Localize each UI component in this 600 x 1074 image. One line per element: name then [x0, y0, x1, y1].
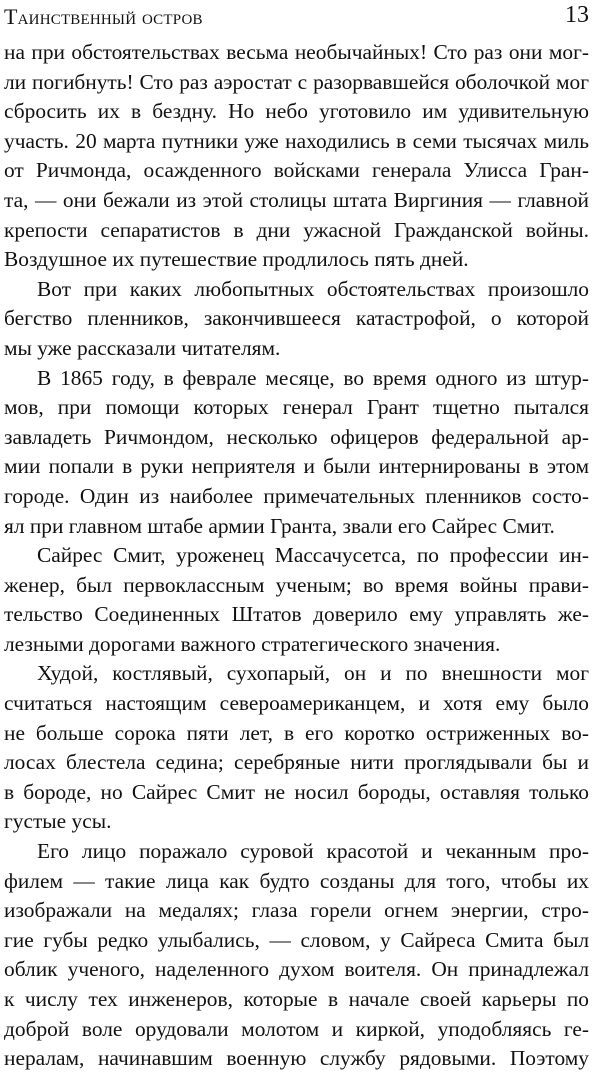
text-line: считаться настоящим североамериканцем, и хотя ему было: [4, 691, 589, 716]
paragraph: [4, 541, 589, 659]
paragraph: [4, 38, 589, 275]
text-line: Воздушное их путешествие продлилось пять дней.: [4, 247, 469, 272]
text-line: в бороде, но Сайрес Смит не носил бороды, оставляя только: [4, 779, 589, 804]
text-line: лосах блестела седина; серебряные нити проглядывали бы и: [4, 750, 589, 775]
text-line: Вот при каких любопытных обстоятельствах произошло: [37, 276, 589, 301]
book-title: Таинственный остров: [4, 4, 203, 29]
text-line: сбросить их в бездну. Но небо уготовило им удивительную: [4, 99, 589, 124]
text-line: нералам, начинавшим военную службу рядовыми. Поэтому: [4, 1046, 589, 1071]
text-line: ял при главном штабе армии Гранта, звали его Сайрес Смит.: [4, 513, 555, 538]
text-line: мов, при помощи которых генерал Грант тщетно пытался: [4, 395, 589, 420]
paragraph: [4, 275, 589, 364]
paragraph: [4, 837, 589, 1074]
text-line: на при обстоятельствах весьма необычайных! Сто раз они мог-: [4, 40, 589, 64]
paragraph: [4, 659, 589, 837]
text-line: бегство пленников, закончившееся катастрофой, о которой: [4, 306, 589, 331]
text-line: мы уже рассказали читателям.: [4, 335, 281, 360]
text-line: мии попали в руки неприятеля и были интернированы в этом: [4, 454, 589, 479]
text-line: женер, был первоклассным ученым; во время войны прави-: [4, 572, 589, 597]
text-line: доброй воле орудовали молотом и киркой, уподобляясь ге-: [4, 1016, 589, 1041]
text-line: не больше сорока пяти лет, в его коротко остриженных во-: [4, 720, 589, 745]
body-text: [4, 38, 589, 1074]
paragraph: [4, 364, 589, 542]
running-head: [4, 0, 589, 38]
text-line: густые усы.: [4, 809, 112, 834]
text-line: гие губы редко улыбались, — словом, у Сайреса Смита был: [4, 927, 589, 952]
text-line: лезными дорогами важного стратегического значения.: [4, 631, 501, 656]
text-line: филем — такие лица как будто созданы для того, чтобы их: [4, 868, 589, 893]
text-line: изображали на медалях; глаза горели огнем энергии, стро-: [4, 898, 589, 923]
book-page: [4, 0, 589, 1071]
text-line: крепости сепаратистов в дни ужасной Гражданской войны.: [4, 217, 589, 242]
text-line: облик ученого, наделенного духом воителя. Он принадлежал: [4, 957, 589, 982]
text-line: та, — они бежали из этой столицы штата Виргиния — главной: [4, 187, 589, 212]
text-line: к числу тех инженеров, которые в начале своей карьеры по: [4, 987, 589, 1011]
text-line: тельство Соединенных Штатов доверило ему управлять же-: [4, 602, 589, 627]
text-line: ли погибнуть! Сто раз аэростат с разорвавшейся оболочкой мог: [4, 69, 589, 94]
text-line: завладеть Ричмондом, несколько офицеров федеральной ар-: [4, 424, 589, 449]
text-line: В 1865 году, в феврале месяце, во время одного из штур-: [37, 365, 589, 390]
text-line: Худой, костлявый, сухопарый, он и по внешности мог: [37, 661, 589, 686]
text-line: городе. Один из наиболее примечательных пленников состо-: [4, 483, 589, 508]
text-line: участь. 20 марта путники уже находились в семи тысячах миль: [4, 128, 589, 153]
text-line: от Ричмонда, осажденного войсками генерала Улисса Гран-: [4, 158, 589, 183]
page-number: 13: [565, 2, 589, 28]
text-line: Его лицо поражало суровой красотой и чеканным про-: [37, 839, 589, 864]
text-line: Сайрес Смит, уроженец Массачусетса, по профессии ин-: [37, 543, 589, 568]
